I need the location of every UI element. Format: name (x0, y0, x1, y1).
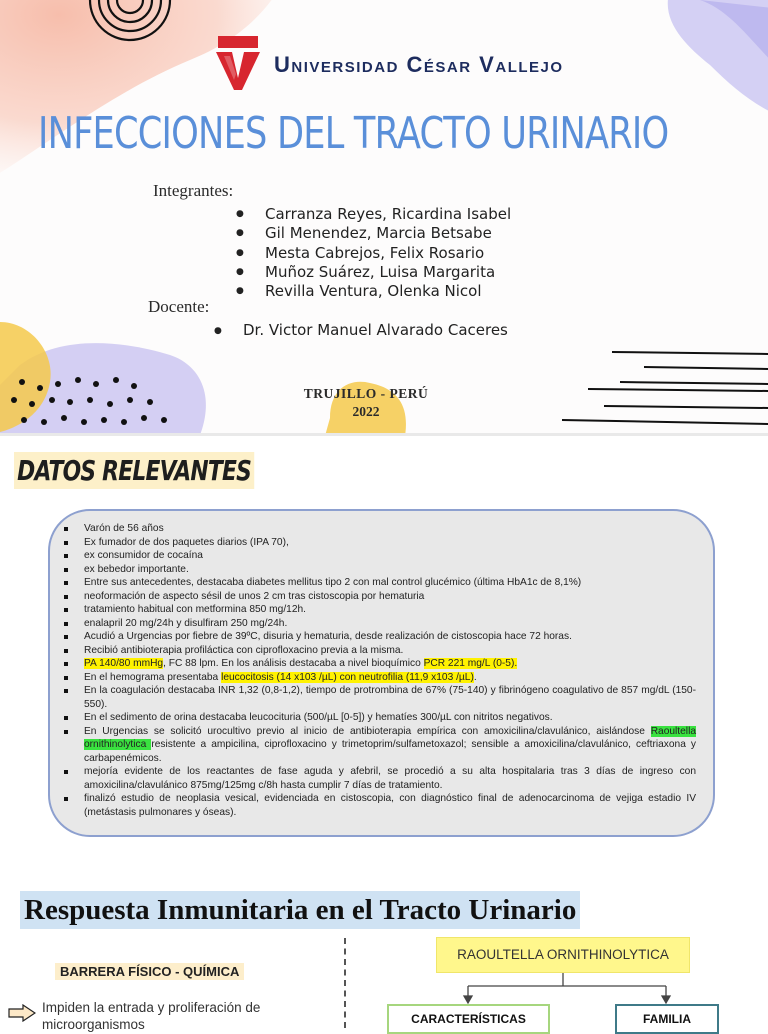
item-text: En el sedimento de orina destacaba leucocituria (500/µL [0-5]) y hematíes 300/µL con nitritos negativos. (84, 712, 553, 723)
item-text: . (473, 671, 477, 683)
page-divider (0, 433, 768, 436)
case-data-item (60, 590, 696, 604)
item-text: En el hemograma presentaba (84, 671, 222, 683)
item-text: , FC 88 lpm. En los análisis destacaba a nivel bioquímico (163, 658, 424, 669)
item-text: ex bebedor importante. (84, 563, 189, 575)
item-text: neoformación de aspecto sésil de unos 2 cm tras cistoscopia por hematuria (84, 590, 425, 602)
case-data-item (60, 765, 696, 792)
member-item: ● Revilla Ventura, Olenka Nicol (236, 282, 511, 301)
case-data-item (60, 563, 696, 577)
highlighted-text: PCR 221 mg/L (0-5). (423, 658, 518, 669)
item-text: enalapril 20 mg/24h y disulfiram 250 mg/24h. (84, 617, 288, 629)
case-data-item (60, 522, 696, 536)
highlighted-text: leucocitosis (14 x103 /µL) con neutrofilia (11,9 x103 /µL) (221, 671, 474, 683)
cover-page (0, 0, 768, 433)
highlighted-text: PA 140/80 mmHg (84, 658, 164, 669)
item-text: tratamiento habitual con metformina 850 mg/12h. (84, 604, 306, 615)
case-data-item (60, 630, 696, 644)
dots-decoration (0, 370, 190, 433)
spiral-decoration (85, 0, 175, 42)
case-data-item (60, 657, 696, 671)
university-logo (212, 34, 264, 92)
members-list (236, 205, 511, 301)
case-data-item (60, 617, 696, 631)
section-heading: DATOS RELEVANTES (14, 452, 254, 489)
barrier-heading: BARRERA FÍSICO - QUÍMICA (55, 963, 244, 980)
right-arrow-icon (8, 1004, 36, 1022)
case-data-item (60, 725, 696, 766)
item-text: Acudió a Urgencias por fiebre de 39ºC, disuria y hematuria, desde realización de cistoscopia hace 72 horas. (84, 631, 572, 642)
case-data-item (60, 603, 696, 617)
item-text: ex consumidor de cocaína (84, 550, 203, 561)
teacher-name: ● Dr. Victor Manuel Alvarado Caceres (214, 321, 508, 339)
members-label: Integrantes: (153, 181, 234, 200)
case-data-list (60, 522, 696, 819)
characteristics-box: CARACTERÍSTICAS (387, 1004, 550, 1034)
highlighted-text: Raoultella ornithinolytica (84, 725, 696, 750)
dashed-divider (344, 938, 346, 1028)
item-text: En Urgencias se solicitó urocultivo previo al inicio de antibioterapia empírica con amoxicilina/clavulánico, aislándose (84, 725, 651, 737)
family-box: FAMILIA (615, 1004, 719, 1034)
case-data-item (60, 684, 696, 711)
item-text: En la coagulación destacaba INR 1,32 (0,8-1,2), tiempo de protrombina de 67% (75-140) y fibrinógeno coagulativo de 857 mg/dL (150-550). (84, 685, 696, 710)
case-data-item (60, 711, 696, 725)
item-text: mejoría evidente de los reactantes de fase aguda y afebril, se procedió a su alta hospitalaria tras 3 días de ingreso con amoxicilina/clavulánico 875mg/125mg c/8h hasta cumplir 7 días de tratamiento. (84, 766, 696, 791)
member-item: ● Gil Menendez, Marcia Betsabe (236, 224, 511, 243)
teacher-label: Docente: (148, 297, 210, 316)
barrier-description: Impiden la entrada y proliferación de microorganismos (42, 1000, 261, 1032)
item-text: resistente a ampicilina, ciprofloxacino y trimetoprim/sulfametoxazol; sensible a amoxicilina/clavulánico, ceftriaxona y carbapenémicos. (84, 739, 696, 764)
case-data-item (60, 671, 696, 685)
item-text: Recibió antibioterapia profiláctica con ciprofloxacino previa a la misma. (84, 644, 404, 656)
year-label: 2022 (352, 404, 380, 419)
case-data-item (60, 644, 696, 658)
case-data-item (60, 536, 696, 550)
section-heading: Respuesta Inmunitaria en el Tracto Urinario (20, 891, 580, 929)
case-data-item (60, 792, 696, 819)
item-text: Entre sus antecedentes, destacaba diabetes mellitus tipo 2 con mal control glucémico (última HbA1c de 8,1%) (84, 577, 582, 588)
member-item: ● Mesta Cabrejos, Felix Rosario (236, 244, 511, 263)
document-title: INFECCIONES DEL TRACTO URINARIO (38, 108, 669, 159)
item-text: Ex fumador de dos paquetes diarios (IPA 70), (84, 536, 289, 548)
case-data-item (60, 549, 696, 563)
lines-decoration (560, 340, 768, 433)
case-data-item (60, 576, 696, 590)
item-text: finalizó estudio de neoplasia vesical, evidenciada en cistoscopia, con diagnóstico final de adenocarcinoma de vejiga estadio IV (metástasis pulmonares y óseas). (84, 793, 696, 818)
university-name: Universidad César Vallejo (274, 52, 564, 77)
organism-box: RAOULTELLA ORNITHINOLYTICA (436, 937, 690, 973)
item-text: Varón de 56 años (84, 523, 164, 534)
city-label: TRUJILLO - PERÚ (303, 386, 429, 401)
member-item: ● Carranza Reyes, Ricardina Isabel (236, 205, 511, 224)
member-item: ● Muñoz Suárez, Luisa Margarita (236, 263, 511, 282)
